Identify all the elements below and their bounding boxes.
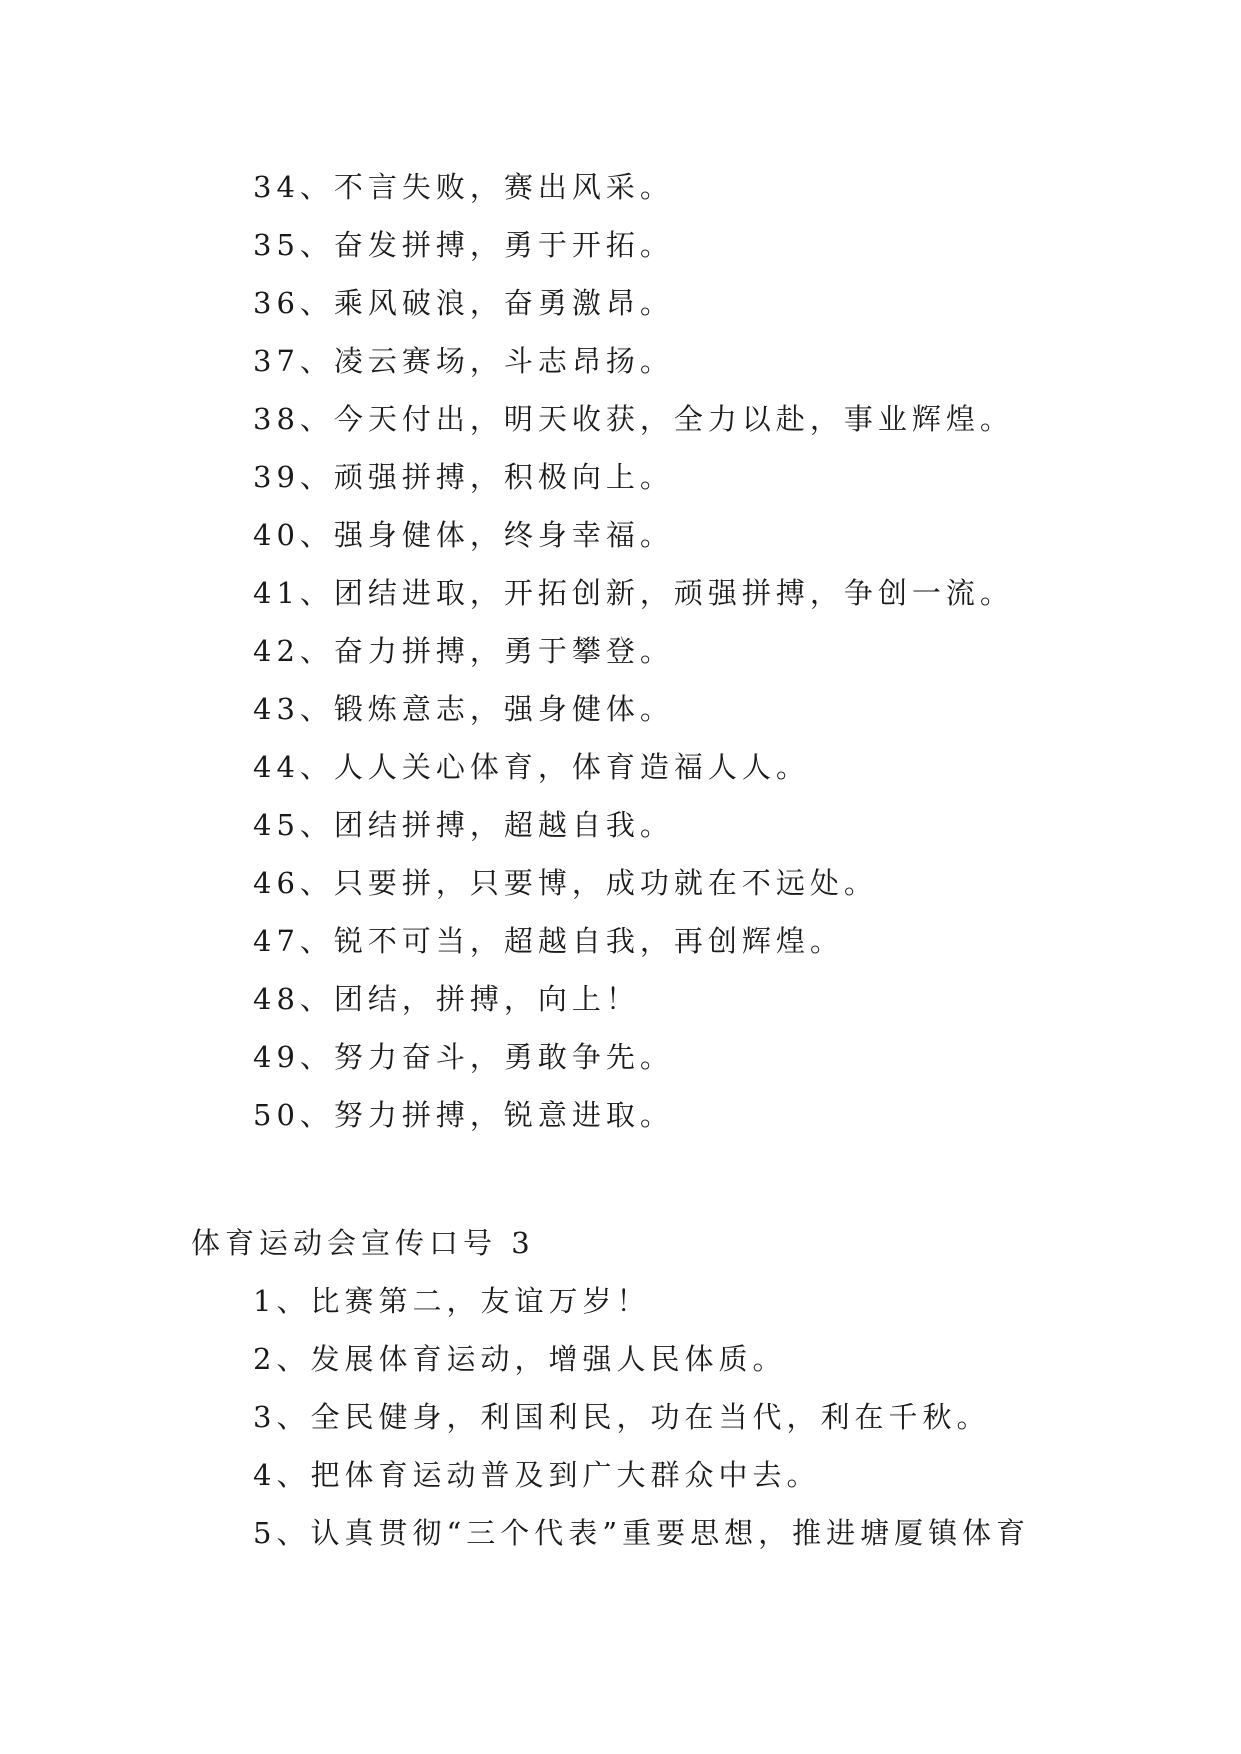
list-item: 37、凌云赛场，斗志昂扬。 [253,344,674,378]
list-item: 41、团结进取，开拓创新，顽强拼搏，争创一流。 [253,576,1014,610]
list-item: 42、奋力拼搏，勇于攀登。 [253,634,674,668]
slogan-list-section-3 [253,1272,1153,1562]
list-item: 5、认真贯彻“三个代表”重要思想，推进塘厦镇体育 [253,1516,1031,1550]
list-item: 3、全民健身，利国利民，功在当代，利在千秋。 [253,1400,991,1434]
list-item: 45、团结拼搏，超越自我。 [253,808,674,842]
list-item: 43、锻炼意志，强身健体。 [253,692,674,726]
slogan-list-continued [253,158,1153,1144]
list-item: 36、乘风破浪，奋勇激昂。 [253,286,674,320]
list-item: 46、只要拼，只要博，成功就在不远处。 [253,866,878,900]
list-item: 47、锐不可当，超越自我，再创辉煌。 [253,924,844,958]
list-item: 49、努力奋斗，勇敢争先。 [253,1040,674,1074]
list-item: 40、强身健体，终身幸福。 [253,518,674,552]
list-item: 50、努力拼搏，锐意进取。 [253,1098,674,1132]
list-item: 38、今天付出，明天收获，全力以赴，事业辉煌。 [253,402,1014,436]
section-title: 体育运动会宣传口号 3 [191,1226,535,1260]
list-item: 39、顽强拼搏，积极向上。 [253,460,674,494]
list-item: 2、发展体育运动，增强人民体质。 [253,1342,787,1376]
list-item: 44、人人关心体育，体育造福人人。 [253,750,810,784]
list-item: 1、比赛第二，友谊万岁！ [253,1284,651,1318]
list-item: 48、团结，拼搏，向上！ [253,982,640,1016]
list-item: 35、奋发拼搏，勇于开拓。 [253,228,674,262]
list-item: 4、把体育运动普及到广大群众中去。 [253,1458,821,1492]
list-item: 34、不言失败，赛出风采。 [253,170,674,204]
